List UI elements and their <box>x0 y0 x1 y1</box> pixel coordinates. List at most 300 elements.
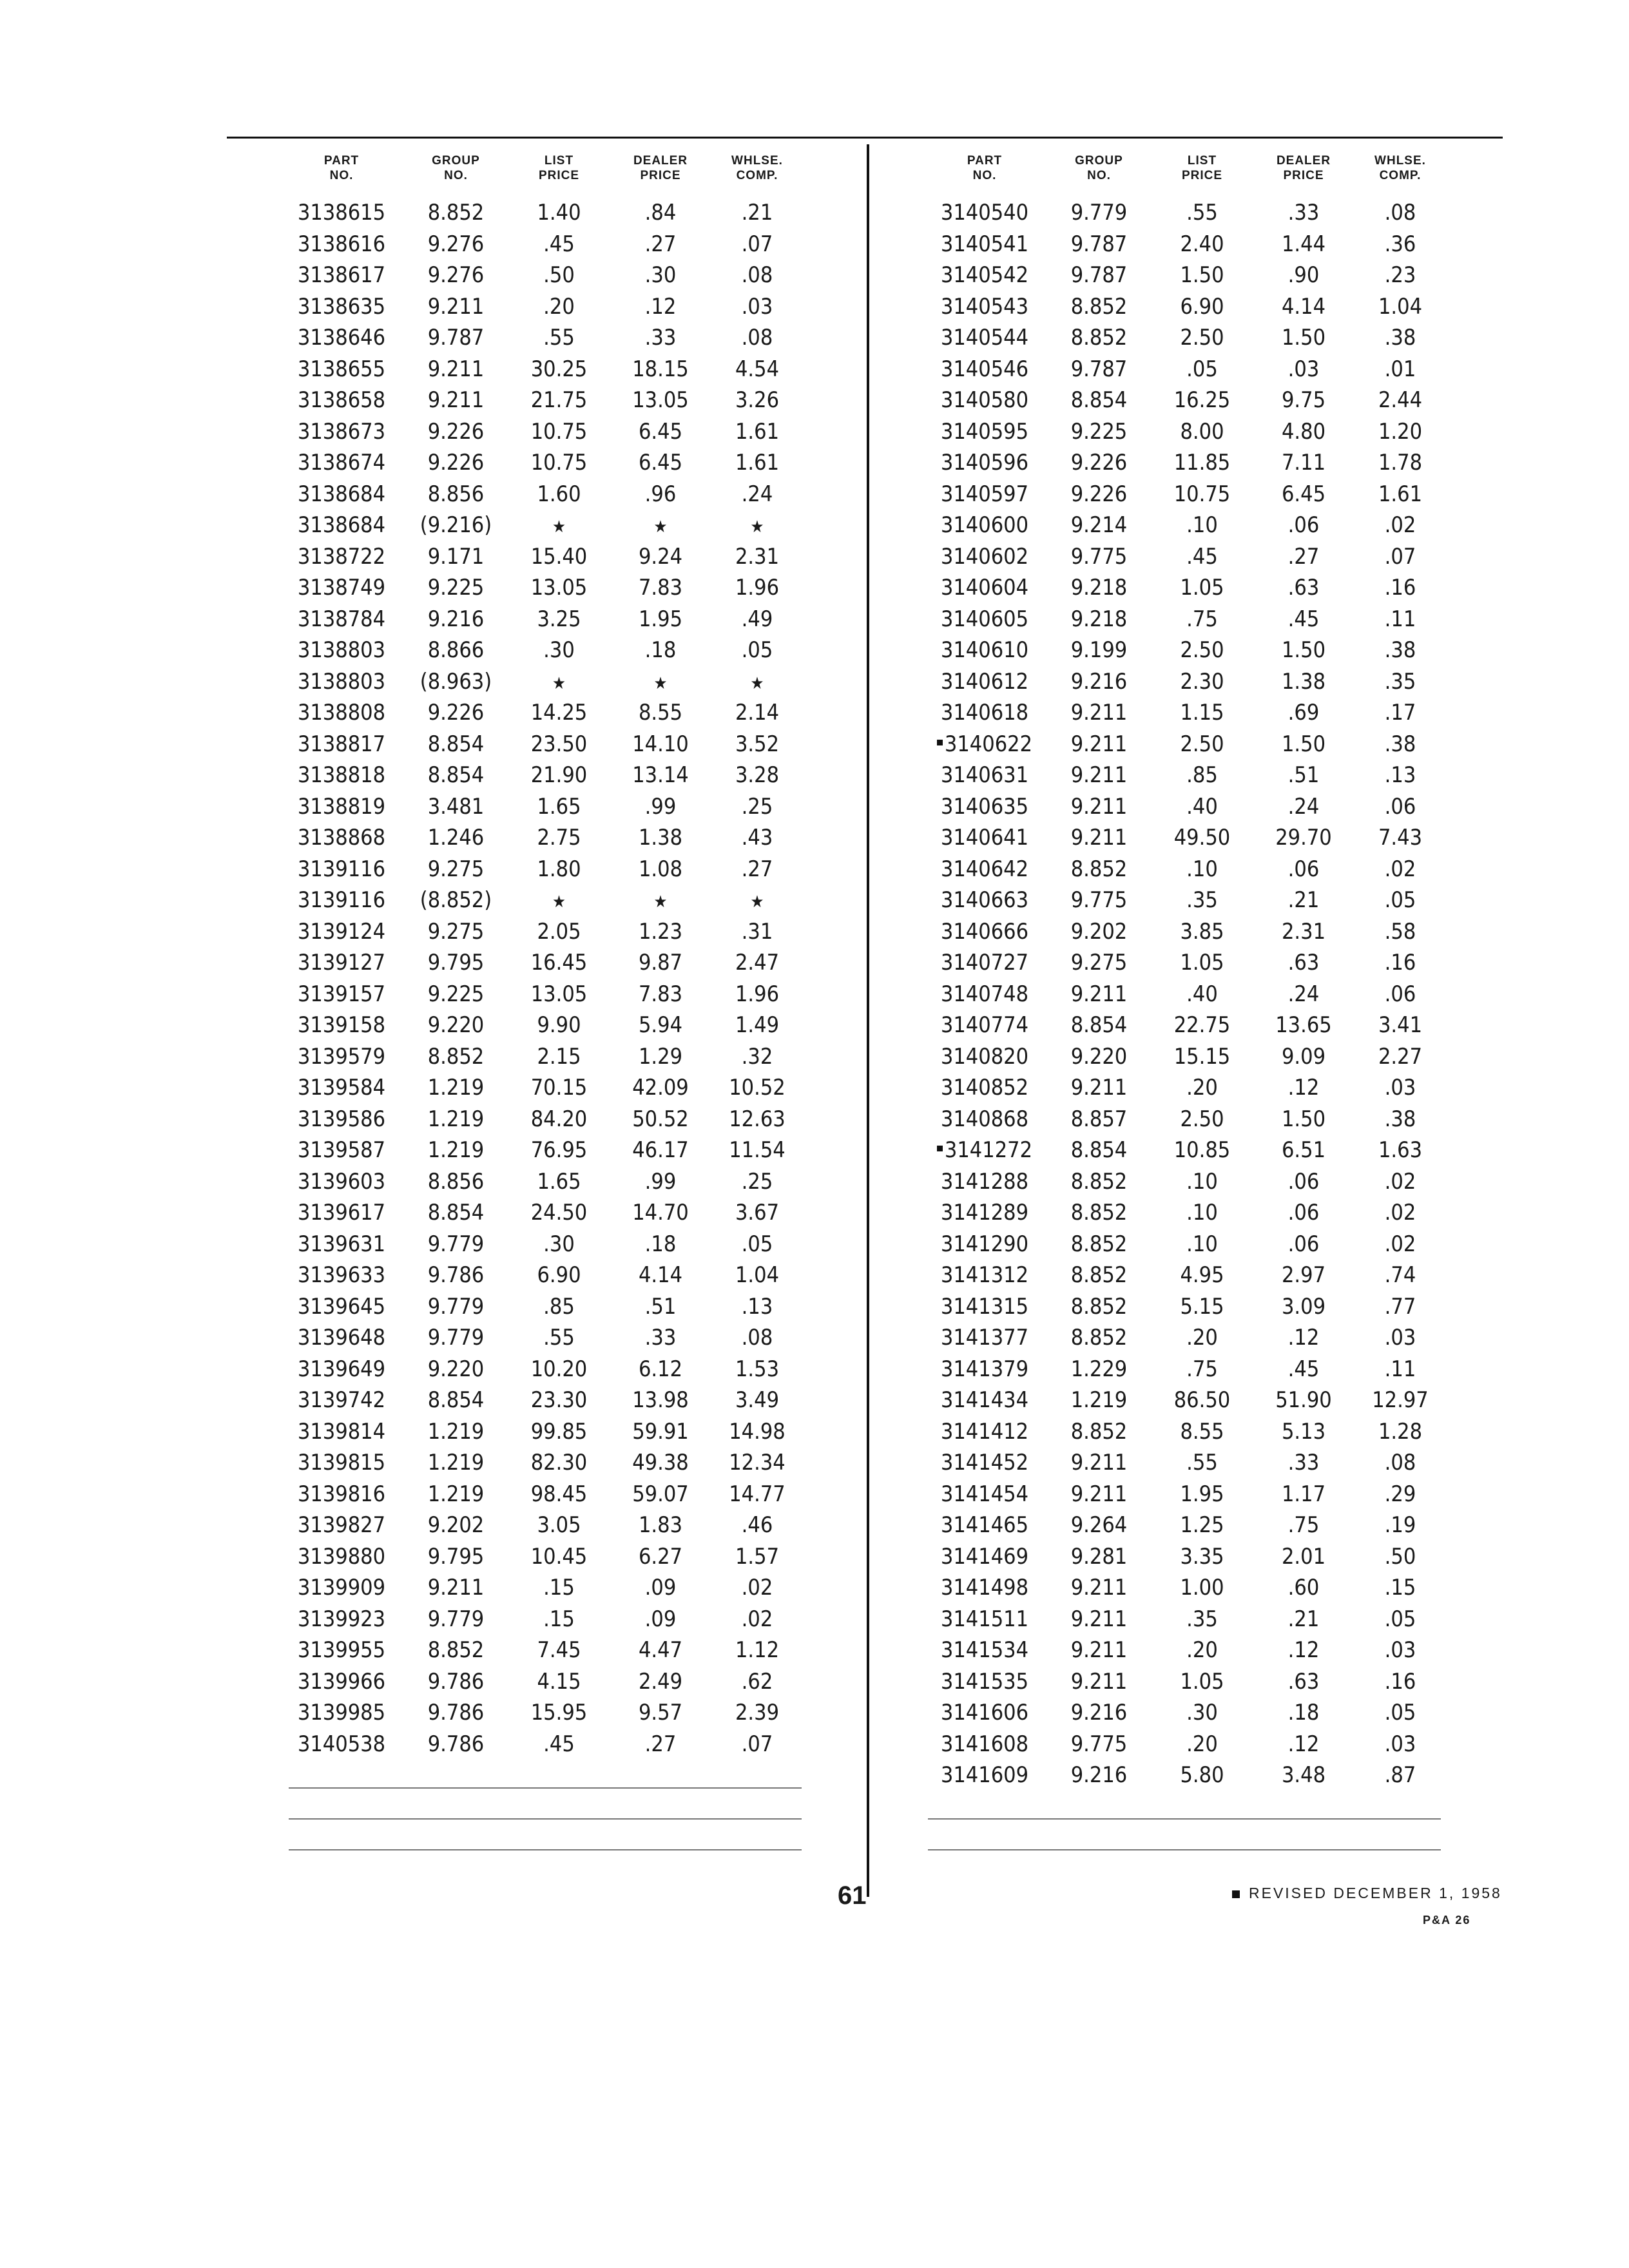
dealer-price-cell <box>612 700 709 726</box>
whlse-comp-cell <box>1352 325 1449 351</box>
part-no-value: 3140605 <box>940 606 1029 632</box>
part-no-cell <box>920 481 1049 507</box>
whlse-comp-value: .25 <box>741 793 773 820</box>
dealer-price-cell <box>1255 762 1352 788</box>
table-row <box>920 1010 1449 1041</box>
part-no-cell <box>920 1731 1049 1757</box>
list-price-value: .45 <box>543 1731 575 1757</box>
dealer-price-cell <box>1255 950 1352 975</box>
table-header <box>277 153 805 187</box>
table-row <box>277 1385 805 1416</box>
list-price-value: 1.05 <box>1180 1668 1224 1695</box>
group-no-value: (8.852) <box>419 887 492 914</box>
group-no-cell <box>406 1481 506 1507</box>
list-price-cell <box>506 1731 612 1757</box>
whlse-comp-cell <box>709 887 805 913</box>
whlse-comp-cell <box>1352 637 1449 663</box>
part-no-cell <box>277 981 406 1007</box>
group-no-value: 1.219 <box>427 1450 485 1476</box>
whlse-comp-value: 14.98 <box>729 1418 786 1445</box>
dealer-price-cell <box>612 356 709 382</box>
list-price-value: 10.75 <box>1173 481 1231 507</box>
group-no-cell <box>1049 762 1149 788</box>
whlse-comp-value: 1.49 <box>735 1012 780 1039</box>
part-no-value: 3139880 <box>297 1543 386 1570</box>
whlse-comp-cell <box>1352 1325 1449 1350</box>
whlse-comp-cell <box>1352 450 1449 476</box>
part-no-value: 3138684 <box>297 512 386 539</box>
group-no-value: 9.775 <box>1070 1731 1128 1757</box>
list-price-cell <box>506 1044 612 1070</box>
group-no-cell <box>1049 419 1149 445</box>
dealer-price-cell <box>1255 544 1352 570</box>
dealer-price-cell <box>612 1575 709 1600</box>
group-no-cell <box>1049 1731 1149 1757</box>
list-price-cell <box>506 1481 612 1507</box>
group-no-value: 9.779 <box>427 1606 485 1632</box>
whlse-comp-value: 1.28 <box>1378 1418 1423 1445</box>
whlse-comp-cell <box>709 1606 805 1632</box>
whlse-comp-cell <box>1352 950 1449 975</box>
whlse-comp-value: .77 <box>1384 1293 1416 1320</box>
dealer-price-cell <box>612 1012 709 1038</box>
top-rule <box>227 137 1503 139</box>
whlse-comp-cell <box>709 262 805 288</box>
group-no-cell <box>406 575 506 601</box>
whlse-comp-cell <box>1352 669 1449 695</box>
part-no-cell <box>277 1544 406 1570</box>
dealer-price-value: 6.45 <box>638 418 683 445</box>
whlse-comp-value: 1.20 <box>1378 418 1423 445</box>
part-no-value: 3140666 <box>940 918 1029 945</box>
list-price-value: 1.05 <box>1180 950 1224 976</box>
table-row <box>920 1135 1449 1166</box>
part-no-cell <box>277 512 406 538</box>
part-no-cell <box>277 919 406 945</box>
whlse-comp-cell <box>709 919 805 945</box>
whlse-comp-cell <box>709 1450 805 1475</box>
whlse-comp-value: 3.67 <box>735 1200 780 1226</box>
table-row <box>277 1729 805 1760</box>
revision-mark-icon <box>937 1146 943 1151</box>
whlse-comp-cell <box>1352 1200 1449 1225</box>
group-no-cell <box>1049 981 1149 1007</box>
dealer-price-cell <box>1255 1106 1352 1132</box>
dealer-price-value: 3.09 <box>1281 1293 1326 1320</box>
list-price-cell <box>506 856 612 882</box>
whlse-comp-cell <box>1352 544 1449 570</box>
list-price-value: 6.90 <box>537 1262 581 1289</box>
table-row <box>920 447 1449 479</box>
list-price-value: .75 <box>1186 1356 1218 1382</box>
whlse-comp-value: 1.78 <box>1378 450 1423 476</box>
dealer-price-value: .96 <box>644 481 677 507</box>
part-no-cell <box>277 637 406 663</box>
whlse-comp-cell <box>709 419 805 445</box>
list-price-value: .55 <box>543 325 575 351</box>
list-price-cell <box>1149 700 1255 726</box>
dealer-price-cell <box>1255 1294 1352 1320</box>
whlse-comp-value: .02 <box>1384 1231 1416 1257</box>
whlse-comp-value: .02 <box>1384 1168 1416 1195</box>
dealer-price-value: 1.44 <box>1281 231 1326 257</box>
whlse-comp-cell <box>709 387 805 413</box>
list-price-value: .55 <box>1186 200 1218 226</box>
whlse-comp-value: .74 <box>1384 1262 1416 1289</box>
whlse-comp-value: 2.31 <box>735 543 780 570</box>
whlse-comp-cell <box>709 762 805 788</box>
whlse-comp-value: 1.61 <box>735 418 780 445</box>
dealer-price-value: .33 <box>1287 1450 1320 1476</box>
part-no-cell <box>920 1325 1049 1350</box>
group-no-value: (9.216) <box>419 512 492 539</box>
part-no-value: 3140595 <box>940 418 1029 445</box>
part-no-value: 3139157 <box>297 981 386 1007</box>
list-price-value: 4.15 <box>537 1668 581 1695</box>
list-price-cell <box>506 200 612 226</box>
blank-entry-line <box>289 1818 802 1820</box>
table-row <box>277 1104 805 1135</box>
group-no-cell <box>1049 887 1149 913</box>
list-price-cell <box>1149 231 1255 257</box>
revision-mark-icon <box>1232 1890 1240 1898</box>
part-no-cell <box>920 700 1049 726</box>
group-no-cell <box>406 762 506 788</box>
dealer-price-value: .03 <box>1287 356 1320 382</box>
whlse-comp-cell <box>709 1262 805 1288</box>
whlse-comp-value: 3.49 <box>735 1387 780 1414</box>
group-no-value: 9.211 <box>1070 1575 1128 1601</box>
group-no-cell <box>406 1169 506 1195</box>
table-body <box>920 197 1449 1791</box>
dealer-price-cell <box>612 544 709 570</box>
dealer-price-value: .06 <box>1287 512 1320 539</box>
part-no-cell <box>277 1731 406 1757</box>
list-price-value: 2.75 <box>537 825 581 851</box>
dealer-price-cell <box>1255 231 1352 257</box>
part-no-cell <box>920 575 1049 601</box>
list-price-value: 24.50 <box>530 1200 588 1226</box>
group-no-value: 8.854 <box>1070 387 1128 414</box>
list-price-cell <box>1149 419 1255 445</box>
group-no-cell <box>406 1419 506 1445</box>
list-price-cell <box>1149 794 1255 820</box>
list-price-value: 5.80 <box>1180 1762 1224 1789</box>
whlse-comp-value: .21 <box>741 200 773 226</box>
part-no-cell <box>277 1106 406 1132</box>
table-row <box>920 510 1449 541</box>
group-no-value: 9.216 <box>1070 668 1128 695</box>
dealer-price-value: 6.27 <box>638 1543 683 1570</box>
group-no-cell <box>406 1669 506 1695</box>
whlse-comp-value: .02 <box>1384 512 1416 539</box>
part-no-cell <box>920 450 1049 476</box>
part-no-value: 3140852 <box>940 1075 1029 1101</box>
list-price-value: .15 <box>543 1606 575 1632</box>
part-no-value: 3141606 <box>940 1700 1029 1726</box>
list-price-value: 86.50 <box>1173 1387 1231 1414</box>
dealer-price-value: 13.14 <box>632 762 689 789</box>
dealer-price-value: .24 <box>1287 981 1320 1007</box>
part-no-cell <box>277 231 406 257</box>
list-price-cell <box>1149 1606 1255 1632</box>
list-price-value: ★ <box>552 673 566 693</box>
dealer-price-value: ★ <box>653 517 668 537</box>
part-no-cell <box>920 1419 1049 1445</box>
part-no-cell <box>277 294 406 320</box>
whlse-comp-value: .03 <box>1384 1637 1416 1664</box>
list-price-value: 23.30 <box>530 1387 588 1414</box>
list-price-value: 2.50 <box>1180 637 1224 664</box>
group-no-value: 9.171 <box>427 543 485 570</box>
list-price-cell <box>1149 575 1255 601</box>
group-no-value: 9.795 <box>427 950 485 976</box>
group-no-value: 1.219 <box>427 1418 485 1445</box>
whlse-comp-cell <box>1352 1700 1449 1725</box>
dealer-price-value: 5.94 <box>638 1012 683 1039</box>
whlse-comp-value: 2.27 <box>1378 1043 1423 1070</box>
whlse-comp-value: .58 <box>1384 918 1416 945</box>
part-no-cell <box>920 1137 1049 1163</box>
header-dealer-price: DEALER PRICE <box>1276 154 1331 182</box>
list-price-value: .10 <box>1186 1231 1218 1257</box>
group-no-value: 9.199 <box>1070 637 1128 664</box>
whlse-comp-cell <box>1352 1169 1449 1195</box>
table-row <box>277 1322 805 1354</box>
part-no-cell <box>920 919 1049 945</box>
list-price-cell <box>506 1606 612 1632</box>
part-no-cell <box>277 1044 406 1070</box>
whlse-comp-cell <box>1352 1669 1449 1695</box>
price-table-left <box>277 153 805 1760</box>
whlse-comp-cell <box>709 637 805 663</box>
whlse-comp-cell <box>709 512 805 538</box>
group-no-cell <box>1049 825 1149 850</box>
dealer-price-cell <box>612 1169 709 1195</box>
list-price-value: 16.25 <box>1173 387 1231 414</box>
group-no-cell <box>406 1637 506 1663</box>
group-no-value: 9.786 <box>427 1668 485 1695</box>
dealer-price-value: 8.55 <box>638 700 683 726</box>
dealer-price-value: .27 <box>644 231 677 257</box>
whlse-comp-cell <box>1352 1731 1449 1757</box>
list-price-cell <box>1149 731 1255 757</box>
part-no-cell <box>277 1137 406 1163</box>
dealer-price-cell <box>612 1106 709 1132</box>
table-row <box>277 1354 805 1385</box>
group-no-value: 8.856 <box>427 481 485 507</box>
dealer-price-value: .90 <box>1287 262 1320 289</box>
group-no-cell <box>406 1450 506 1475</box>
part-no-value: 3140596 <box>940 450 1029 476</box>
whlse-comp-value: .17 <box>1384 700 1416 726</box>
group-no-cell <box>1049 1294 1149 1320</box>
table-row <box>920 1104 1449 1135</box>
group-no-value: 8.852 <box>1070 1200 1128 1226</box>
group-no-value: 9.787 <box>1070 262 1128 289</box>
group-no-cell <box>406 294 506 320</box>
dealer-price-cell <box>1255 200 1352 226</box>
list-price-value: 2.05 <box>537 918 581 945</box>
list-price-value: 82.30 <box>530 1450 588 1476</box>
whlse-comp-cell <box>709 1356 805 1382</box>
whlse-comp-value: .49 <box>741 606 773 632</box>
list-price-cell <box>506 887 612 913</box>
part-no-value: 3139633 <box>297 1262 386 1289</box>
whlse-comp-value: .08 <box>1384 1450 1416 1476</box>
part-no-value: 3139816 <box>297 1481 386 1507</box>
list-price-value: 1.60 <box>537 481 581 507</box>
dealer-price-cell <box>612 1512 709 1538</box>
dealer-price-cell <box>612 606 709 632</box>
group-no-cell <box>406 669 506 695</box>
part-no-cell <box>920 1200 1049 1225</box>
list-price-value: 2.50 <box>1180 325 1224 351</box>
dealer-price-value: 49.38 <box>632 1450 689 1476</box>
group-no-value: 9.211 <box>1070 981 1128 1007</box>
dealer-price-value: 6.45 <box>638 450 683 476</box>
dealer-price-cell <box>612 1606 709 1632</box>
dealer-price-cell <box>1255 325 1352 351</box>
table-row <box>920 1322 1449 1354</box>
list-price-cell <box>506 262 612 288</box>
part-no-cell <box>920 512 1049 538</box>
group-no-cell <box>406 231 506 257</box>
part-no-cell <box>277 1637 406 1663</box>
dealer-price-value: .63 <box>1287 575 1320 601</box>
dealer-price-cell <box>1255 1262 1352 1288</box>
table-row <box>920 1197 1449 1229</box>
group-no-cell <box>406 1044 506 1070</box>
part-no-cell <box>277 575 406 601</box>
dealer-price-value: .18 <box>644 1231 677 1257</box>
list-price-cell <box>1149 1637 1255 1663</box>
group-no-cell <box>406 1544 506 1570</box>
whlse-comp-value: .16 <box>1384 950 1416 976</box>
group-no-value: 9.216 <box>1070 1700 1128 1726</box>
dealer-price-cell <box>612 325 709 351</box>
dealer-price-value: 14.10 <box>632 731 689 757</box>
list-price-value: 98.45 <box>530 1481 588 1507</box>
whlse-comp-value: .43 <box>741 825 773 851</box>
list-price-value: 49.50 <box>1173 825 1231 851</box>
dealer-price-value: .99 <box>644 793 677 820</box>
whlse-comp-value: .11 <box>1384 1356 1416 1382</box>
whlse-comp-value: 1.96 <box>735 575 780 601</box>
revision-mark-icon <box>937 740 943 745</box>
group-no-value: 9.202 <box>1070 918 1128 945</box>
part-no-cell <box>277 200 406 226</box>
part-no-value: 3140602 <box>940 543 1029 570</box>
list-price-value: .35 <box>1186 1606 1218 1632</box>
dealer-price-value: 1.08 <box>638 856 683 882</box>
part-no-value: 3139909 <box>297 1575 386 1601</box>
part-no-cell <box>920 231 1049 257</box>
dealer-price-value: 9.24 <box>638 543 683 570</box>
whlse-comp-cell <box>709 1637 805 1663</box>
part-no-cell <box>277 1419 406 1445</box>
table-row <box>277 1479 805 1510</box>
whlse-comp-cell <box>709 450 805 476</box>
part-no-cell <box>920 637 1049 663</box>
part-no-value: 3141535 <box>940 1668 1029 1695</box>
dealer-price-value: .33 <box>644 1325 677 1351</box>
dealer-price-value: 9.75 <box>1281 387 1326 414</box>
group-no-cell <box>1049 637 1149 663</box>
list-price-cell <box>1149 294 1255 320</box>
whlse-comp-cell <box>1352 231 1449 257</box>
part-no-value: 3141379 <box>940 1356 1029 1382</box>
whlse-comp-cell <box>1352 1606 1449 1632</box>
part-no-cell <box>277 1075 406 1100</box>
group-no-value: 9.226 <box>427 418 485 445</box>
group-no-value: 8.852 <box>1070 325 1128 351</box>
table-row <box>920 1666 1449 1698</box>
part-no-cell <box>920 200 1049 226</box>
table-row <box>920 635 1449 666</box>
list-price-cell <box>1149 606 1255 632</box>
whlse-comp-value: .05 <box>1384 1700 1416 1726</box>
part-no-value: 3139158 <box>297 1012 386 1039</box>
list-price-cell <box>1149 1044 1255 1070</box>
group-no-cell <box>406 919 506 945</box>
list-price-cell <box>1149 637 1255 663</box>
dealer-price-cell <box>1255 1481 1352 1507</box>
group-no-value: 9.787 <box>1070 356 1128 382</box>
list-price-cell <box>506 1325 612 1350</box>
dealer-price-value: .06 <box>1287 1231 1320 1257</box>
list-price-value: 9.90 <box>537 1012 581 1039</box>
group-no-value: 9.211 <box>1070 1481 1128 1507</box>
whlse-comp-value: 3.41 <box>1378 1012 1423 1039</box>
group-no-cell <box>1049 1575 1149 1600</box>
group-no-value: 8.854 <box>427 1387 485 1414</box>
part-no-cell <box>920 1231 1049 1257</box>
table-row <box>277 447 805 479</box>
group-no-value: 1.229 <box>1070 1356 1128 1382</box>
whlse-comp-value: .02 <box>741 1606 773 1632</box>
group-no-cell <box>1049 794 1149 820</box>
dealer-price-value: 59.07 <box>632 1481 689 1507</box>
table-row <box>920 1479 1449 1510</box>
list-price-cell <box>506 606 612 632</box>
table-row <box>277 229 805 260</box>
part-no-cell <box>920 1356 1049 1382</box>
group-no-value: 9.220 <box>427 1356 485 1382</box>
group-no-value: 9.775 <box>1070 543 1128 570</box>
dealer-price-value: 18.15 <box>632 356 689 382</box>
group-no-cell <box>1049 450 1149 476</box>
part-no-cell <box>277 700 406 726</box>
group-no-value: 9.218 <box>1070 606 1128 632</box>
part-no-value: 3139631 <box>297 1231 386 1257</box>
dealer-price-value: 1.29 <box>638 1043 683 1070</box>
part-no-value: 3140544 <box>940 325 1029 351</box>
part-no-cell <box>920 1075 1049 1100</box>
dealer-price-cell <box>1255 919 1352 945</box>
whlse-comp-value: .05 <box>741 637 773 664</box>
part-no-cell <box>920 1606 1049 1632</box>
group-no-value: 9.786 <box>427 1262 485 1289</box>
group-no-value: 8.852 <box>427 200 485 226</box>
dealer-price-value: 13.65 <box>1275 1012 1332 1039</box>
dealer-price-cell <box>1255 1075 1352 1100</box>
group-no-cell <box>406 1700 506 1725</box>
group-no-value: 1.246 <box>427 825 485 851</box>
whlse-comp-value: .62 <box>741 1668 773 1695</box>
list-price-cell <box>506 1012 612 1038</box>
part-no-cell <box>277 481 406 507</box>
